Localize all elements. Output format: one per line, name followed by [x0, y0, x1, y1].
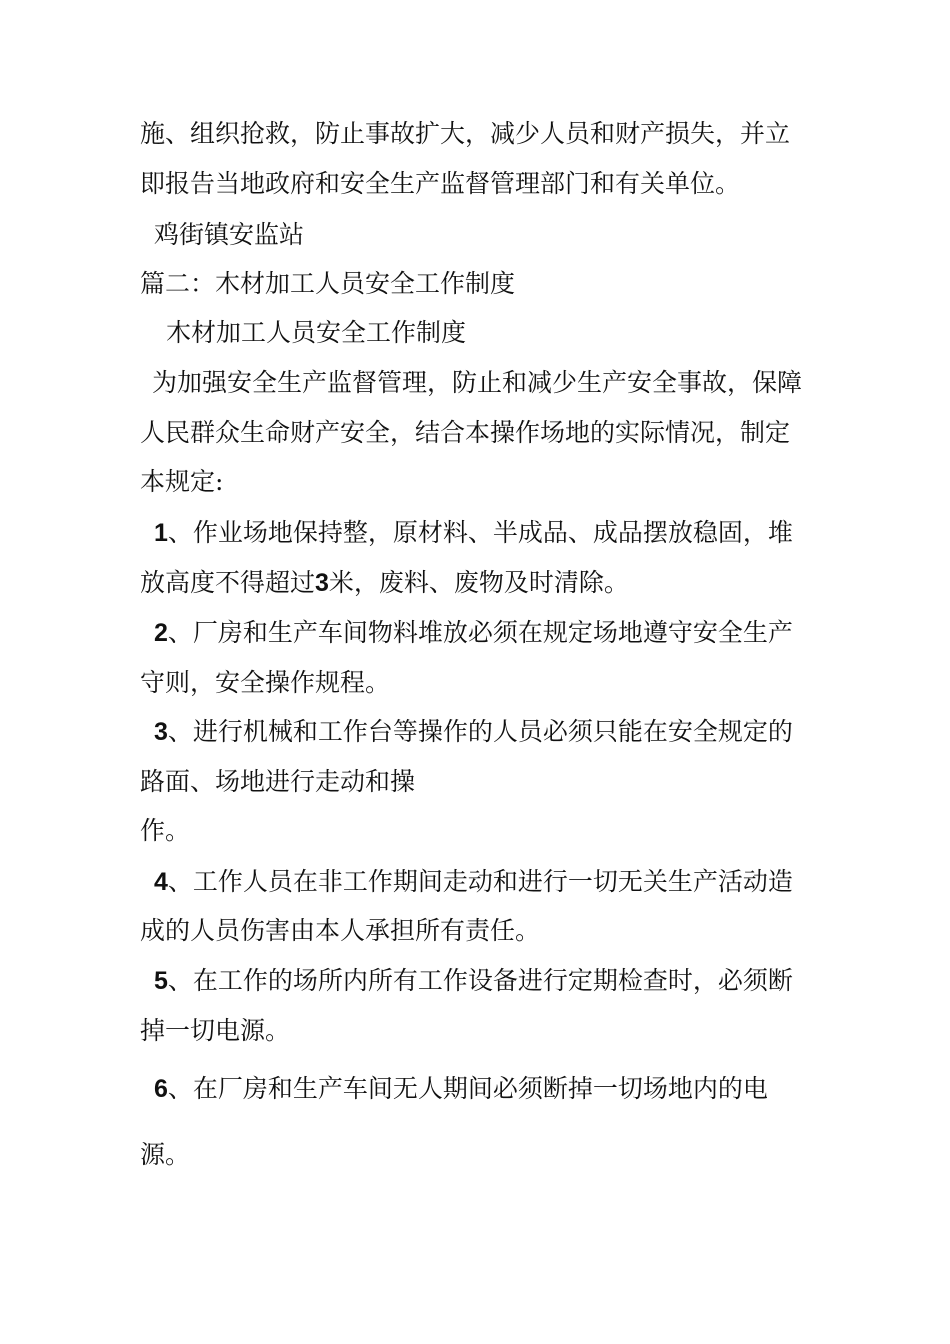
text-line: 成的人员伤害由本人承担所有责任。 [140, 916, 541, 945]
item-number: 1 [154, 519, 168, 547]
list-item [154, 1073, 768, 1105]
section-heading: 篇二：木材加工人员安全工作制度 [140, 269, 516, 298]
list-item [154, 716, 793, 748]
text-line: 作。 [140, 816, 191, 845]
height-value: 3 [315, 569, 329, 597]
signature-line: 鸡街镇安监站 [154, 220, 305, 249]
document-title: 木材加工人员安全工作制度 [166, 318, 467, 347]
text-line: 守则，安全操作规程。 [140, 668, 391, 697]
list-item [154, 965, 793, 997]
item-text: 、在厂房和生产车间无人期间必须断掉一切场地内的电 [167, 1074, 768, 1103]
item-text: 放高度不得超过 [140, 568, 316, 597]
text-line: 源。 [140, 1140, 191, 1169]
list-item [154, 866, 793, 898]
text-line: 人民群众生命财产安全，结合本操作场地的实际情况，制定 [140, 418, 791, 447]
text-line: 即报告当地政府和安全生产监督管理部门和有关单位。 [140, 169, 741, 198]
text-line [140, 567, 629, 599]
item-text: 、作业场地保持整，原材料、半成品、成品摆放稳固，堆 [167, 518, 793, 547]
list-item [154, 617, 793, 649]
item-text: 、厂房和生产车间物料堆放必须在规定场地遵守安全生产 [167, 618, 793, 647]
item-number: 6 [154, 1075, 168, 1103]
list-item [154, 517, 793, 549]
text-line: 为加强安全生产监督管理，防止和减少生产安全事故，保障 [152, 368, 803, 397]
item-text: 米，废料、废物及时清除。 [328, 568, 629, 597]
item-text: 、进行机械和工作台等操作的人员必须只能在安全规定的 [167, 717, 793, 746]
item-number: 3 [154, 718, 168, 746]
item-text: 、工作人员在非工作期间走动和进行一切无关生产活动造 [167, 867, 793, 896]
text-line: 掉一切电源。 [140, 1016, 291, 1045]
text-line: 本规定: [140, 467, 224, 496]
text-line: 施、组织抢救，防止事故扩大，减少人员和财产损失，并立 [140, 119, 791, 148]
item-number: 4 [154, 868, 168, 896]
item-number: 5 [154, 967, 168, 995]
item-number: 2 [154, 619, 168, 647]
text-line: 路面、场地进行走动和操 [140, 767, 416, 796]
item-text: 、在工作的场所内所有工作设备进行定期检查时，必须断 [167, 966, 793, 995]
